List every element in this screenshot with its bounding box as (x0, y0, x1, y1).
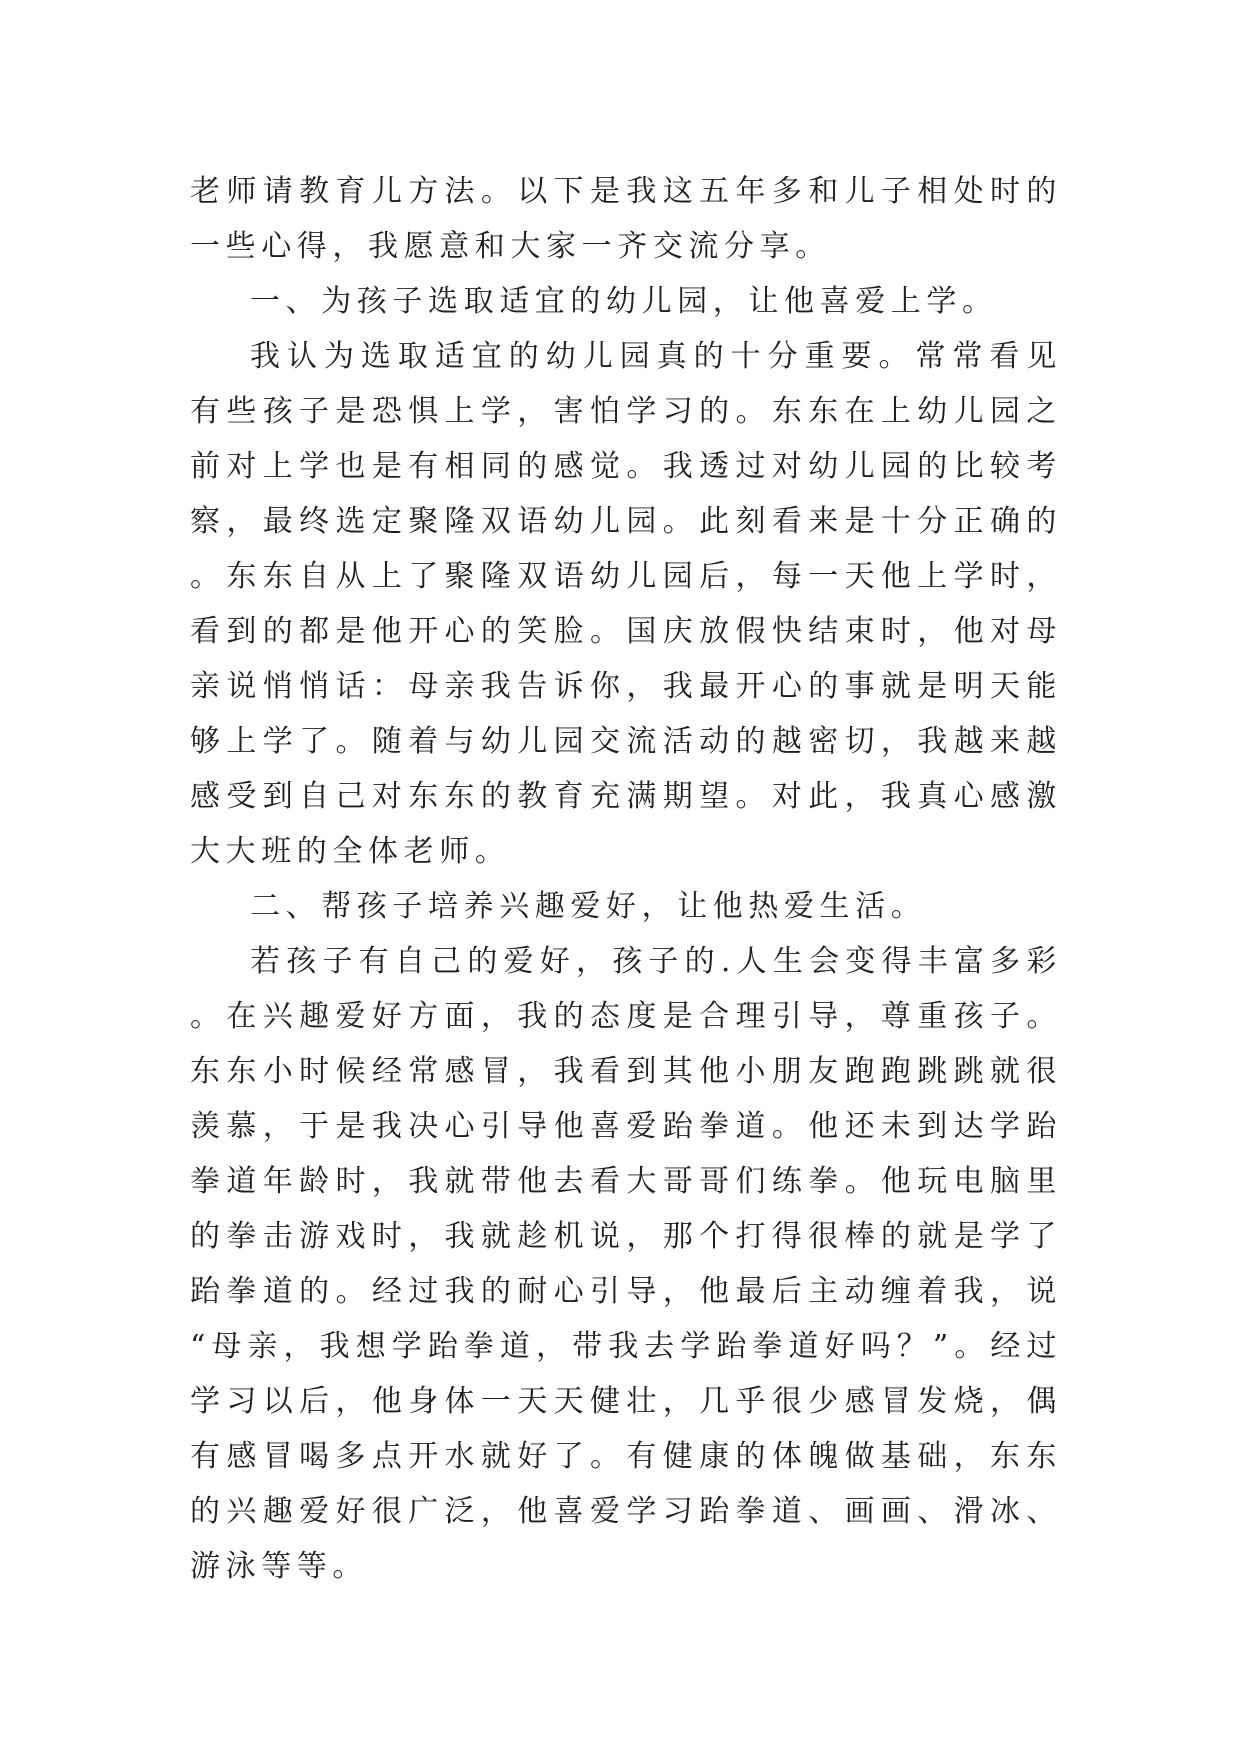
section-heading-2: 二、帮孩子培养兴趣爱好，让他热爱生活。 (250, 889, 927, 924)
section-heading-1: 一、为孩子选取适宜的幼儿园，让他喜爱上学。 (250, 284, 998, 319)
paragraph-section-2: 若孩子有自己的爱好，孩子的.人生会变得丰富多彩。在兴趣爱好方面，我的态度是合理引导，尊重孩子。东东小时候经常感冒，我看到其他小朋友跑跑跳跳就很羡慕，于是我决心引导他喜爱跆拳道。他还未到达学跆拳道年龄时，我就带他去看大哥哥们练拳。他玩电脑里的拳击游戏时，我就趁机说，那个打得很棒的就是学了跆拳道的。经过我的耐心引导，他最后主动缠着我，说“母亲，我想学跆拳道，带我去学跆拳道好吗？”。经过学习以后，他身体一天天健壮，几乎很少感冒发烧，偶有感冒喝多点开水就好了。有健康的体魄做基础，东东的兴趣爱好很广泛，他喜爱学习跆拳道、画画、滑冰、游泳等等。 (190, 944, 1062, 1584)
document-body (190, 164, 1062, 1594)
paragraph-section-1: 我认为选取适宜的幼儿园真的十分重要。常常看见有些孩子是恐惧上学，害怕学习的。东东在上幼儿园之前对上学也是有相同的感觉。我透过对幼儿园的比较考察，最终选定聚隆双语幼儿园。此刻看来是十分正确的。东东自从上了聚隆双语幼儿园后，每一天他上学时，看到的都是他开心的笑脸。国庆放假快结束时，他对母亲说悄悄话：母亲我告诉你，我最开心的事就是明天能够上学了。随着与幼儿园交流活动的越密切，我越来越感受到自己对东东的教育充满期望。对此，我真心感激大大班的全体老师。 (190, 339, 1062, 869)
paragraph-intro: 老师请教育儿方法。以下是我这五年多和儿子相处时的一些心得，我愿意和大家一齐交流分享。 (190, 174, 1062, 264)
